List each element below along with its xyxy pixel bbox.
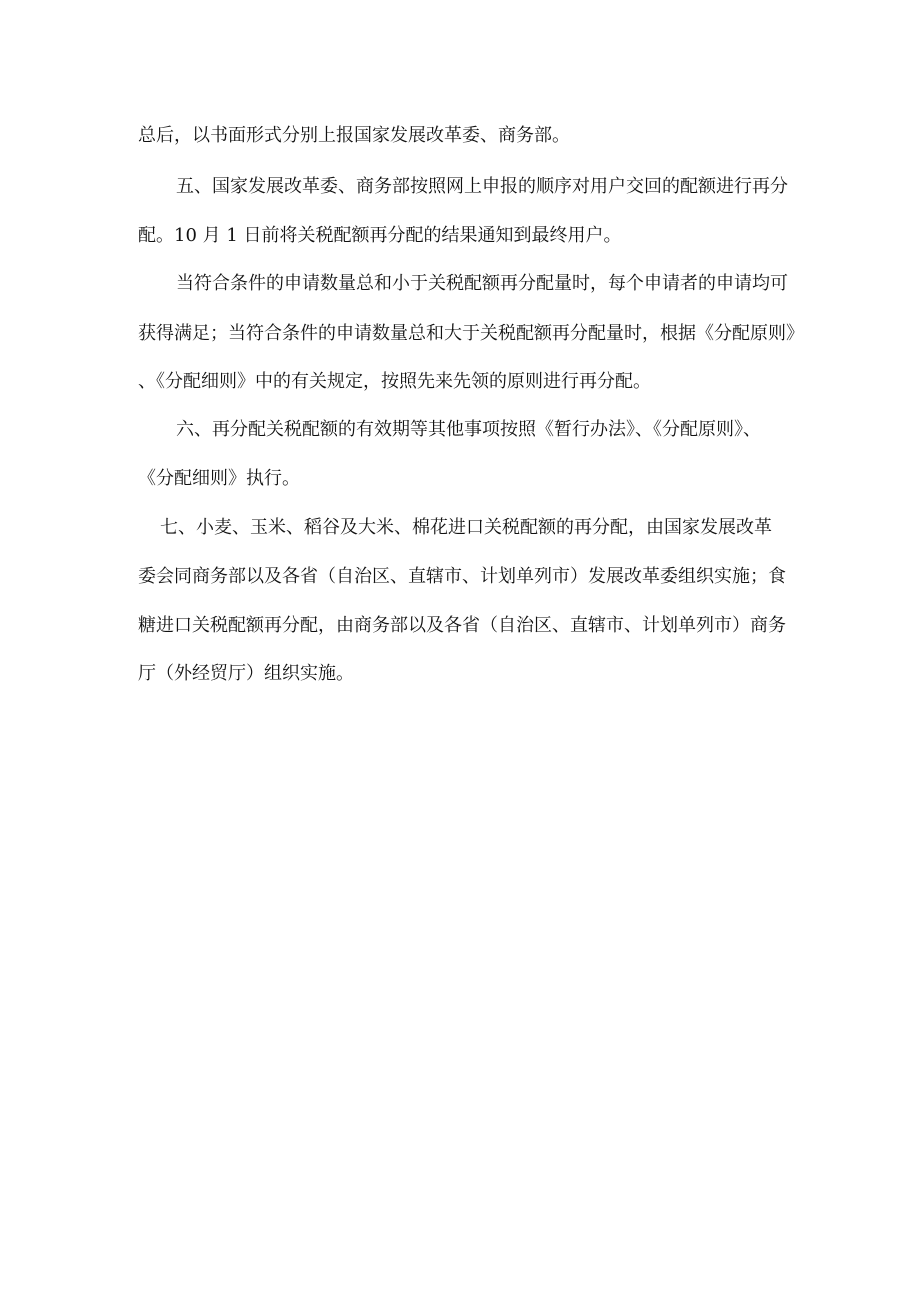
text-line: 五、国家发展改革委、商务部按照网上申报的顺序对用户交回的配额进行再分 — [176, 176, 788, 197]
text-line: 总后，以书面形式分别上报国家发展改革委、商务部。 — [138, 125, 570, 146]
text-line: 《分配细则》执行。 — [138, 468, 300, 489]
text-line: 糖进口关税配额再分配，由商务部以及各省（自治区、直辖市、计划单列市）商务 — [138, 615, 786, 636]
text-line: 七、小麦、玉米、稻谷及大米、棉花进口关税配额的再分配，由国家发展改革 — [160, 517, 772, 538]
text-line: 获得满足；当符合条件的申请数量总和大于关税配额再分配量时，根据《分配原则》 — [138, 323, 804, 344]
text-line: 厅（外经贸厅）组织实施。 — [138, 663, 354, 684]
text-line: 当符合条件的申请数量总和小于关税配额再分配量时，每个申请者的申请均可 — [176, 273, 788, 294]
text-line: 委会同商务部以及各省（自治区、直辖市、计划单列市）发展改革委组织实施；食 — [138, 566, 786, 587]
text-line: 配。10 月 1 日前将关税配额再分配的结果通知到最终用户。 — [138, 225, 622, 246]
text-line: 、《分配细则》中的有关规定，按照先来先领的原则进行再分配。 — [138, 371, 651, 392]
text-line: 六、再分配关税配额的有效期等其他事项按照《暂行办法》、《分配原则》、 — [176, 419, 761, 440]
